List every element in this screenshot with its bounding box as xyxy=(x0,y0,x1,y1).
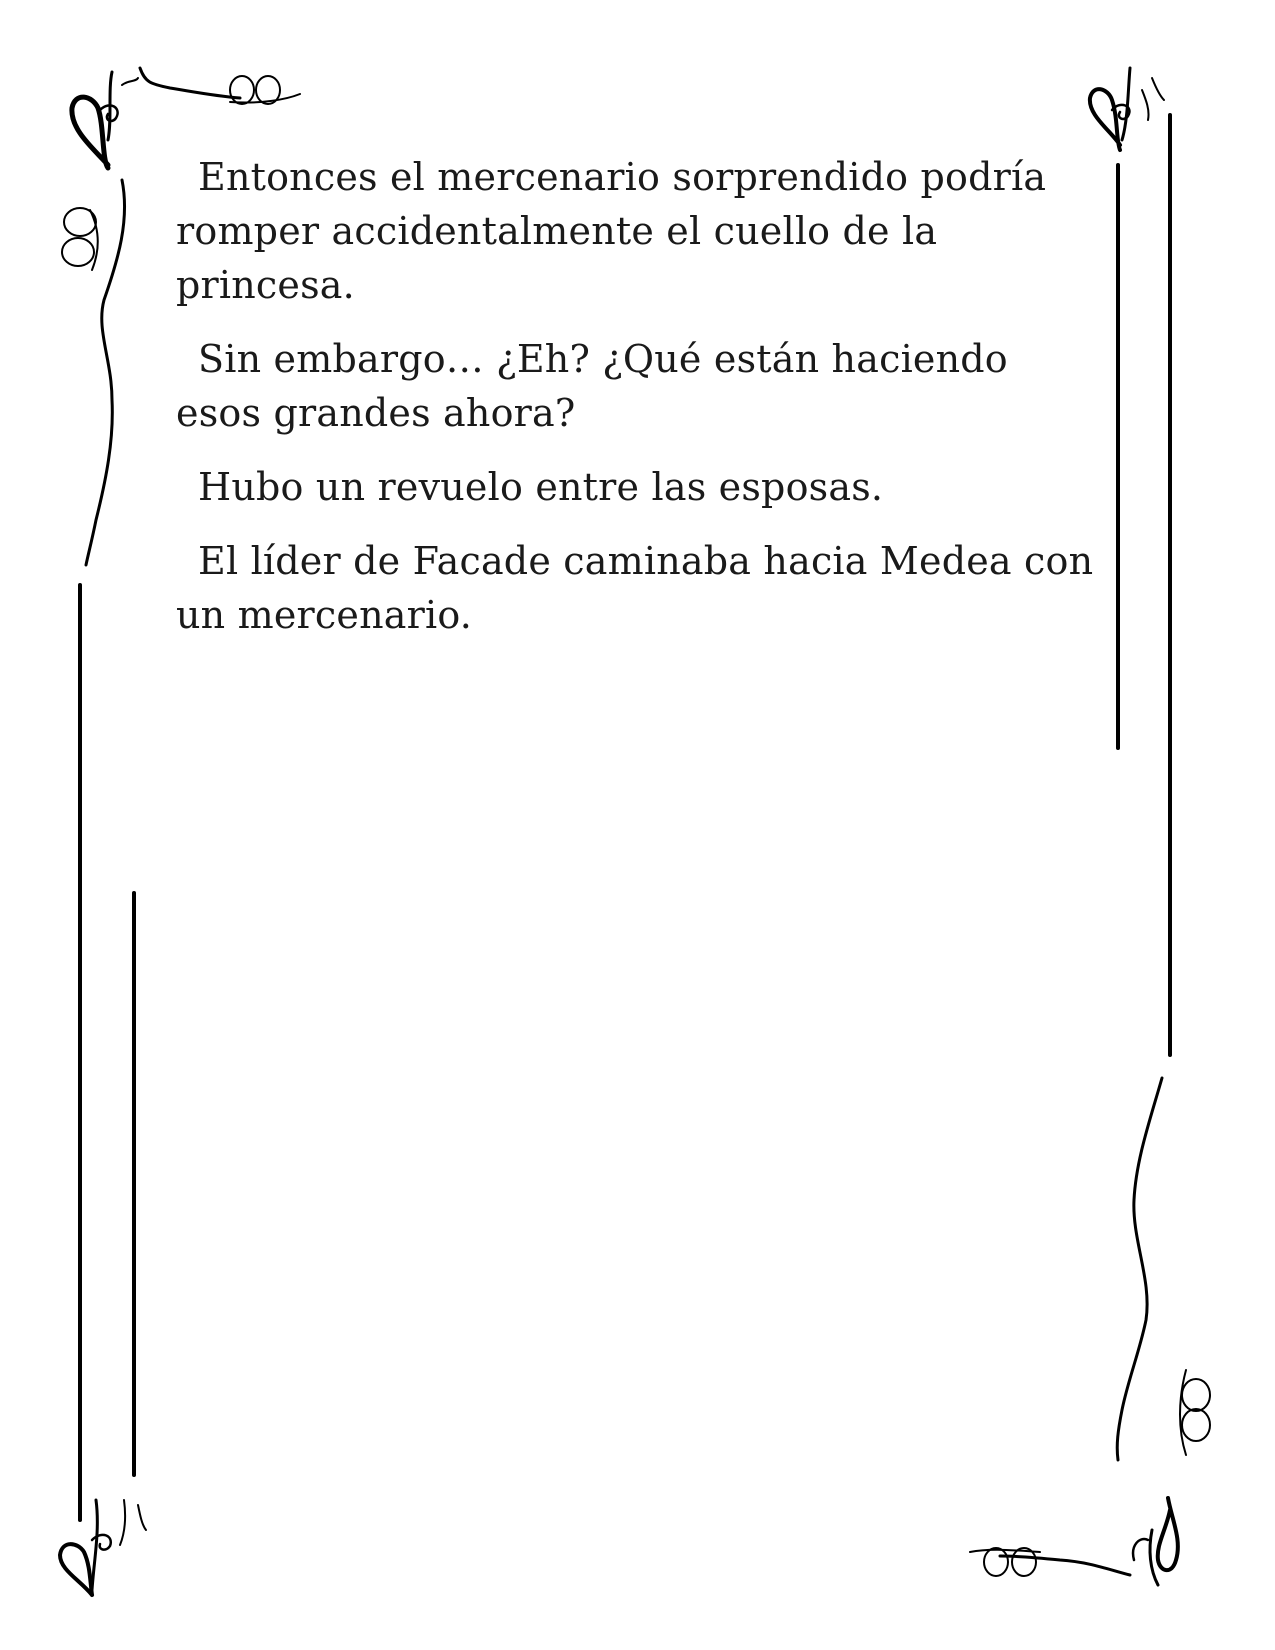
paragraph-2: Sin embargo… ¿Eh? ¿Qué están haciendo esos grandes ahora? xyxy=(176,337,1008,435)
top-right-flourish-icon xyxy=(1090,68,1164,150)
text-body xyxy=(176,150,1096,662)
bottom-right-flourish-icon xyxy=(970,1078,1210,1585)
paragraph-4: El líder de Facade caminaba hacia Medea con un mercenario. xyxy=(176,539,1094,637)
paragraph-1: Entonces el mercenario sorprendido podría romper accidentalmente el cuello de la princesa. xyxy=(176,155,1047,307)
paragraph-3: Hubo un revuelo entre las esposas. xyxy=(198,465,884,509)
bottom-left-flourish-icon xyxy=(60,1500,146,1595)
